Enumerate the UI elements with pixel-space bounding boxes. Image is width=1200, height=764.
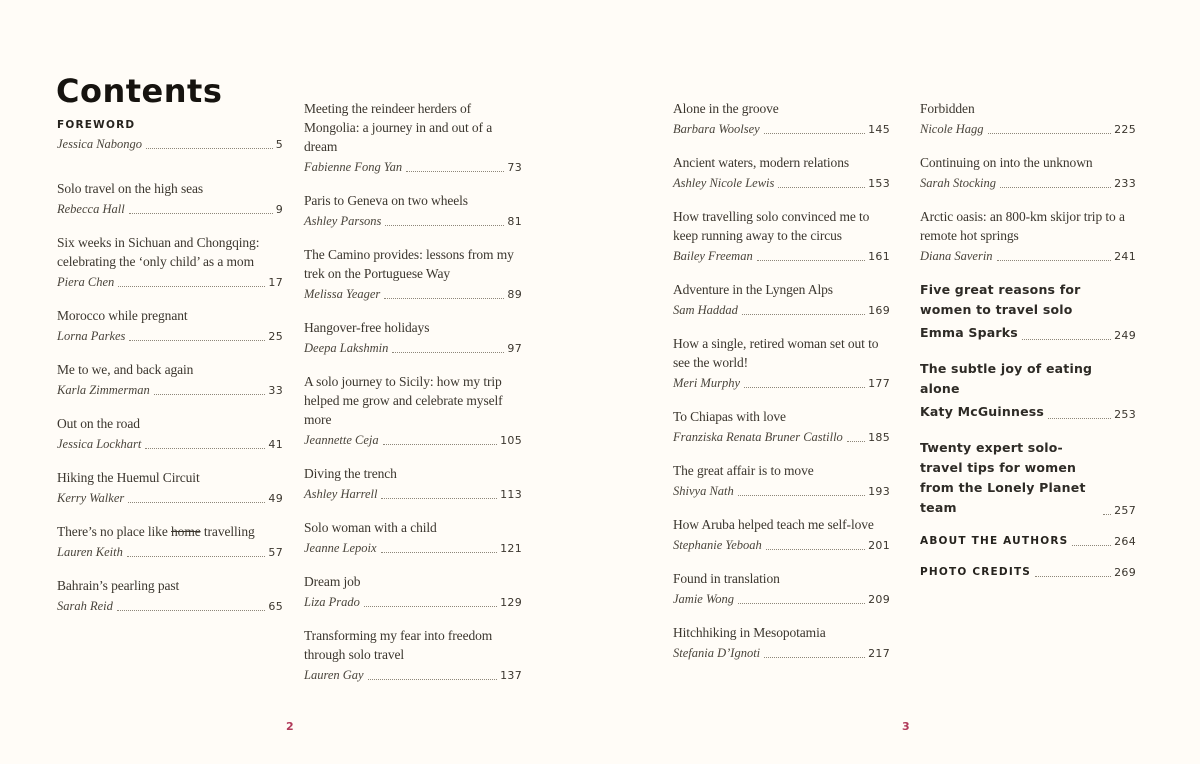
chapter-title: Found in translation — [673, 571, 780, 586]
author-name: Sam Haddad — [673, 303, 738, 317]
dot-leader — [128, 502, 265, 503]
author-line — [673, 302, 890, 318]
toc-entry — [920, 534, 1136, 549]
page-ref: 9 — [275, 203, 283, 216]
page-ref: 233 — [1114, 177, 1136, 190]
toc-entry — [57, 522, 283, 560]
chapter-title: Ancient waters, modern relations — [673, 155, 849, 170]
chapter-title: Adventure in the Lyngen Alps — [673, 282, 833, 297]
page-ref: 269 — [1114, 566, 1136, 579]
page-ref: 201 — [868, 539, 890, 552]
author-line — [304, 486, 522, 502]
toc-entry — [920, 153, 1136, 191]
chapter-title: Hiking the Huemul Circuit — [57, 470, 200, 485]
toc-entry — [304, 318, 522, 356]
dot-leader — [384, 298, 504, 299]
chapter-title: Morocco while pregnant — [57, 308, 188, 323]
author-line — [920, 121, 1136, 137]
author-name: Lauren Gay — [304, 668, 364, 682]
author-line — [673, 248, 890, 264]
page-ref: 177 — [868, 377, 890, 390]
dot-leader — [381, 498, 497, 499]
page-ref: 264 — [1114, 535, 1136, 548]
author-line — [57, 436, 283, 452]
entry-title-line — [920, 438, 1136, 518]
page-ref: 105 — [500, 434, 522, 447]
page-ref: 17 — [268, 276, 283, 289]
author-line — [304, 540, 522, 556]
chapter-title: ABOUT THE AUTHORS — [920, 535, 1069, 547]
toc-entry — [920, 99, 1136, 137]
toc-entry — [920, 207, 1136, 264]
dot-leader — [381, 552, 498, 553]
page-ref: 169 — [868, 304, 890, 317]
dot-leader — [1103, 514, 1111, 515]
author-name: Shivya Nath — [673, 484, 734, 498]
toc-entry — [673, 461, 890, 499]
toc-entry — [57, 233, 283, 290]
toc-entry — [304, 99, 522, 175]
author-name: Diana Saverin — [920, 249, 993, 263]
dot-leader — [764, 657, 865, 658]
chapter-title: How travelling solo convinced me to keep running away to the circus — [673, 209, 870, 243]
chapter-title: How Aruba helped teach me self-love — [673, 517, 874, 532]
dot-leader — [988, 133, 1112, 134]
toc-entry — [304, 464, 522, 502]
dot-leader — [738, 603, 865, 604]
dot-leader — [742, 314, 865, 315]
author-line — [920, 323, 1136, 343]
page-ref: 121 — [500, 542, 522, 555]
author-line — [57, 274, 283, 290]
author-name: Ashley Nicole Lewis — [673, 176, 775, 190]
chapter-title: Forbidden — [920, 101, 975, 116]
author-name: Piera Chen — [57, 275, 115, 289]
page-ref: 193 — [868, 485, 890, 498]
page-ref: 253 — [1114, 408, 1136, 421]
dot-leader — [766, 549, 865, 550]
chapter-title: A solo journey to Sicily: how my trip helped me grow and celebrate myself more — [304, 374, 503, 427]
page-ref: 145 — [868, 123, 890, 136]
dot-leader — [1048, 418, 1111, 419]
author-line — [57, 490, 283, 506]
author-line — [57, 382, 283, 398]
toc-entry — [673, 153, 890, 191]
author-name: Deepa Lakshmin — [304, 341, 389, 355]
chapter-title: Arctic oasis: an 800-km skijor trip to a remote hot springs — [920, 209, 1125, 243]
chapter-title: There’s no place like home travelling — [57, 524, 255, 539]
author-line — [304, 667, 522, 683]
author-line — [673, 537, 890, 553]
chapter-title: The subtle joy of eating alone — [920, 361, 1093, 396]
author-name: Stefania D’Ignoti — [673, 646, 761, 660]
dot-leader — [118, 286, 265, 287]
author-name: Sarah Stocking — [920, 176, 997, 190]
page-ref: 49 — [268, 492, 283, 505]
page-ref: 185 — [868, 431, 890, 444]
author-name: Jessica Nabongo — [57, 137, 143, 151]
page-ref: 73 — [507, 161, 522, 174]
page-ref: 81 — [507, 215, 522, 228]
author-line — [57, 544, 283, 560]
page-ref: 97 — [507, 342, 522, 355]
author-line — [920, 175, 1136, 191]
author-line — [673, 483, 890, 499]
dot-leader — [738, 495, 865, 496]
chapter-title: PHOTO CREDITS — [920, 566, 1032, 578]
contents-title: Contents — [56, 72, 223, 110]
author-name: Ashley Parsons — [304, 214, 382, 228]
toc-entry — [57, 306, 283, 344]
author-line — [673, 429, 890, 445]
chapter-title: Out on the road — [57, 416, 140, 431]
toc-entry — [920, 359, 1136, 422]
chapter-title: Hangover-free holidays — [304, 320, 430, 335]
dot-leader — [997, 260, 1112, 261]
page-ref: 57 — [268, 546, 283, 559]
author-line — [304, 594, 522, 610]
author-line — [673, 645, 890, 661]
toc-entry — [304, 626, 522, 683]
page-ref: 65 — [268, 600, 283, 613]
chapter-title: Continuing on into the unknown — [920, 155, 1093, 170]
author-line — [673, 175, 890, 191]
dot-leader — [154, 394, 266, 395]
chapter-title: Bahrain’s pearling past — [57, 578, 180, 593]
toc-entry — [673, 334, 890, 391]
chapter-title: Six weeks in Sichuan and Chongqing: celebrating the ‘only child’ as a mom — [57, 235, 260, 269]
author-name: Jeanne Lepoix — [304, 541, 377, 555]
page-ref: 33 — [268, 384, 283, 397]
toc-entry — [57, 179, 283, 217]
page-ref: 217 — [868, 647, 890, 660]
author-line — [673, 591, 890, 607]
dot-leader — [383, 444, 497, 445]
page-ref: 225 — [1114, 123, 1136, 136]
toc-entry — [673, 623, 890, 661]
page-ref: 41 — [268, 438, 283, 451]
author-line — [304, 340, 522, 356]
page-number-left: 2 — [286, 720, 294, 733]
author-name: Katy McGuinness — [920, 404, 1045, 419]
toc-entry — [57, 576, 283, 614]
toc-entry — [673, 407, 890, 445]
dot-leader — [392, 352, 504, 353]
page-ref: 113 — [500, 488, 522, 501]
chapter-title: Solo travel on the high seas — [57, 181, 204, 196]
dot-leader — [146, 148, 273, 149]
page-ref: 5 — [275, 138, 283, 151]
toc-entry — [673, 207, 890, 264]
dot-leader — [1000, 187, 1111, 188]
chapter-title: Hitchhiking in Mesopotamia — [673, 625, 826, 640]
entry-title-line — [920, 534, 1136, 549]
author-name: Kerry Walker — [57, 491, 125, 505]
author-name: Jamie Wong — [673, 592, 734, 606]
author-name: Rebecca Hall — [57, 202, 125, 216]
dot-leader — [778, 187, 865, 188]
author-line — [920, 402, 1136, 422]
author-line — [304, 286, 522, 302]
page-ref: 241 — [1114, 250, 1136, 263]
toc-entry — [57, 360, 283, 398]
author-line — [57, 201, 283, 217]
dot-leader — [129, 213, 273, 214]
struck-word: home — [171, 524, 201, 539]
dot-leader — [1022, 339, 1111, 340]
author-line — [57, 598, 283, 614]
chapter-title: Five great reasons for women to travel solo — [920, 282, 1081, 317]
toc-entry — [304, 191, 522, 229]
chapter-title: Paris to Geneva on two wheels — [304, 193, 468, 208]
page-ref: 129 — [500, 596, 522, 609]
dot-leader — [847, 441, 865, 442]
toc-entry — [304, 372, 522, 448]
author-name: Ashley Harrell — [304, 487, 378, 501]
page-ref: 25 — [268, 330, 283, 343]
author-name: Nicole Hagg — [920, 122, 984, 136]
author-name: Barbara Woolsey — [673, 122, 760, 136]
dot-leader — [145, 448, 265, 449]
toc-column — [920, 99, 1136, 596]
author-line — [920, 248, 1136, 264]
toc-entry — [920, 280, 1136, 343]
author-line — [673, 121, 890, 137]
dot-leader — [406, 171, 504, 172]
chapter-title: To Chiapas with love — [673, 409, 786, 424]
author-line — [57, 328, 283, 344]
dot-leader — [744, 387, 865, 388]
page-ref: 137 — [500, 669, 522, 682]
dot-leader — [764, 133, 865, 134]
chapter-title: The Camino provides: lessons from my trek on the Portuguese Way — [304, 247, 514, 281]
author-line — [57, 136, 283, 152]
author-name: Meri Murphy — [673, 376, 740, 390]
toc-entry — [673, 280, 890, 318]
page-number-right: 3 — [902, 720, 910, 733]
chapter-title: Diving the trench — [304, 466, 397, 481]
dot-leader — [129, 340, 265, 341]
toc-entry — [304, 518, 522, 556]
chapter-title: How a single, retired woman set out to see the world! — [673, 336, 879, 370]
toc-column — [673, 99, 890, 677]
chapter-title: Alone in the groove — [673, 101, 779, 116]
toc-entry — [673, 569, 890, 607]
chapter-title: Transforming my fear into freedom through solo travel — [304, 628, 493, 662]
author-line — [304, 159, 522, 175]
dot-leader — [757, 260, 865, 261]
page-ref: 161 — [868, 250, 890, 263]
toc-entry — [57, 118, 283, 152]
author-name: Liza Prado — [304, 595, 360, 609]
dot-leader — [117, 610, 265, 611]
author-name: Stephanie Yeboah — [673, 538, 762, 552]
page-ref: 257 — [1114, 504, 1136, 517]
author-name: Bailey Freeman — [673, 249, 753, 263]
toc-entry — [304, 572, 522, 610]
page-ref: 249 — [1114, 329, 1136, 342]
chapter-title: Dream job — [304, 574, 361, 589]
author-name: Lauren Keith — [57, 545, 123, 559]
author-line — [304, 432, 522, 448]
toc-entry — [304, 245, 522, 302]
author-name: Franziska Renata Bruner Castillo — [673, 430, 843, 444]
author-name: Melissa Yeager — [304, 287, 381, 301]
author-name: Jessica Lockhart — [57, 437, 142, 451]
page-ref: 89 — [507, 288, 522, 301]
author-name: Karla Zimmerman — [57, 383, 150, 397]
dot-leader — [1035, 576, 1111, 577]
page-ref: 209 — [868, 593, 890, 606]
page-ref: 153 — [868, 177, 890, 190]
toc-entry — [673, 515, 890, 553]
dot-leader — [364, 606, 497, 607]
toc-entry — [920, 438, 1136, 518]
chapter-title: FOREWORD — [57, 119, 136, 131]
chapter-title: Me to we, and back again — [57, 362, 194, 377]
chapter-title: Solo woman with a child — [304, 520, 437, 535]
chapter-title: The great affair is to move — [673, 463, 814, 478]
author-name: Sarah Reid — [57, 599, 113, 613]
entry-title-line — [920, 565, 1136, 580]
dot-leader — [127, 556, 266, 557]
chapter-title: Meeting the reindeer herders of Mongolia: a journey in and out of a dream — [304, 101, 493, 154]
author-name: Fabienne Fong Yan — [304, 160, 403, 174]
dot-leader — [368, 679, 497, 680]
toc-column — [304, 99, 522, 699]
dot-leader — [385, 225, 504, 226]
author-name: Emma Sparks — [920, 325, 1018, 340]
toc-entry — [673, 99, 890, 137]
toc-column — [57, 118, 283, 630]
author-line — [304, 213, 522, 229]
chapter-title: Twenty expert solo-travel tips for women from the Lonely Planet team — [920, 440, 1086, 515]
toc-entry — [920, 565, 1136, 580]
toc-entry — [57, 414, 283, 452]
author-line — [673, 375, 890, 391]
author-name: Lorna Parkes — [57, 329, 126, 343]
toc-entry — [57, 468, 283, 506]
dot-leader — [1072, 545, 1111, 546]
author-name: Jeannette Ceja — [304, 433, 379, 447]
